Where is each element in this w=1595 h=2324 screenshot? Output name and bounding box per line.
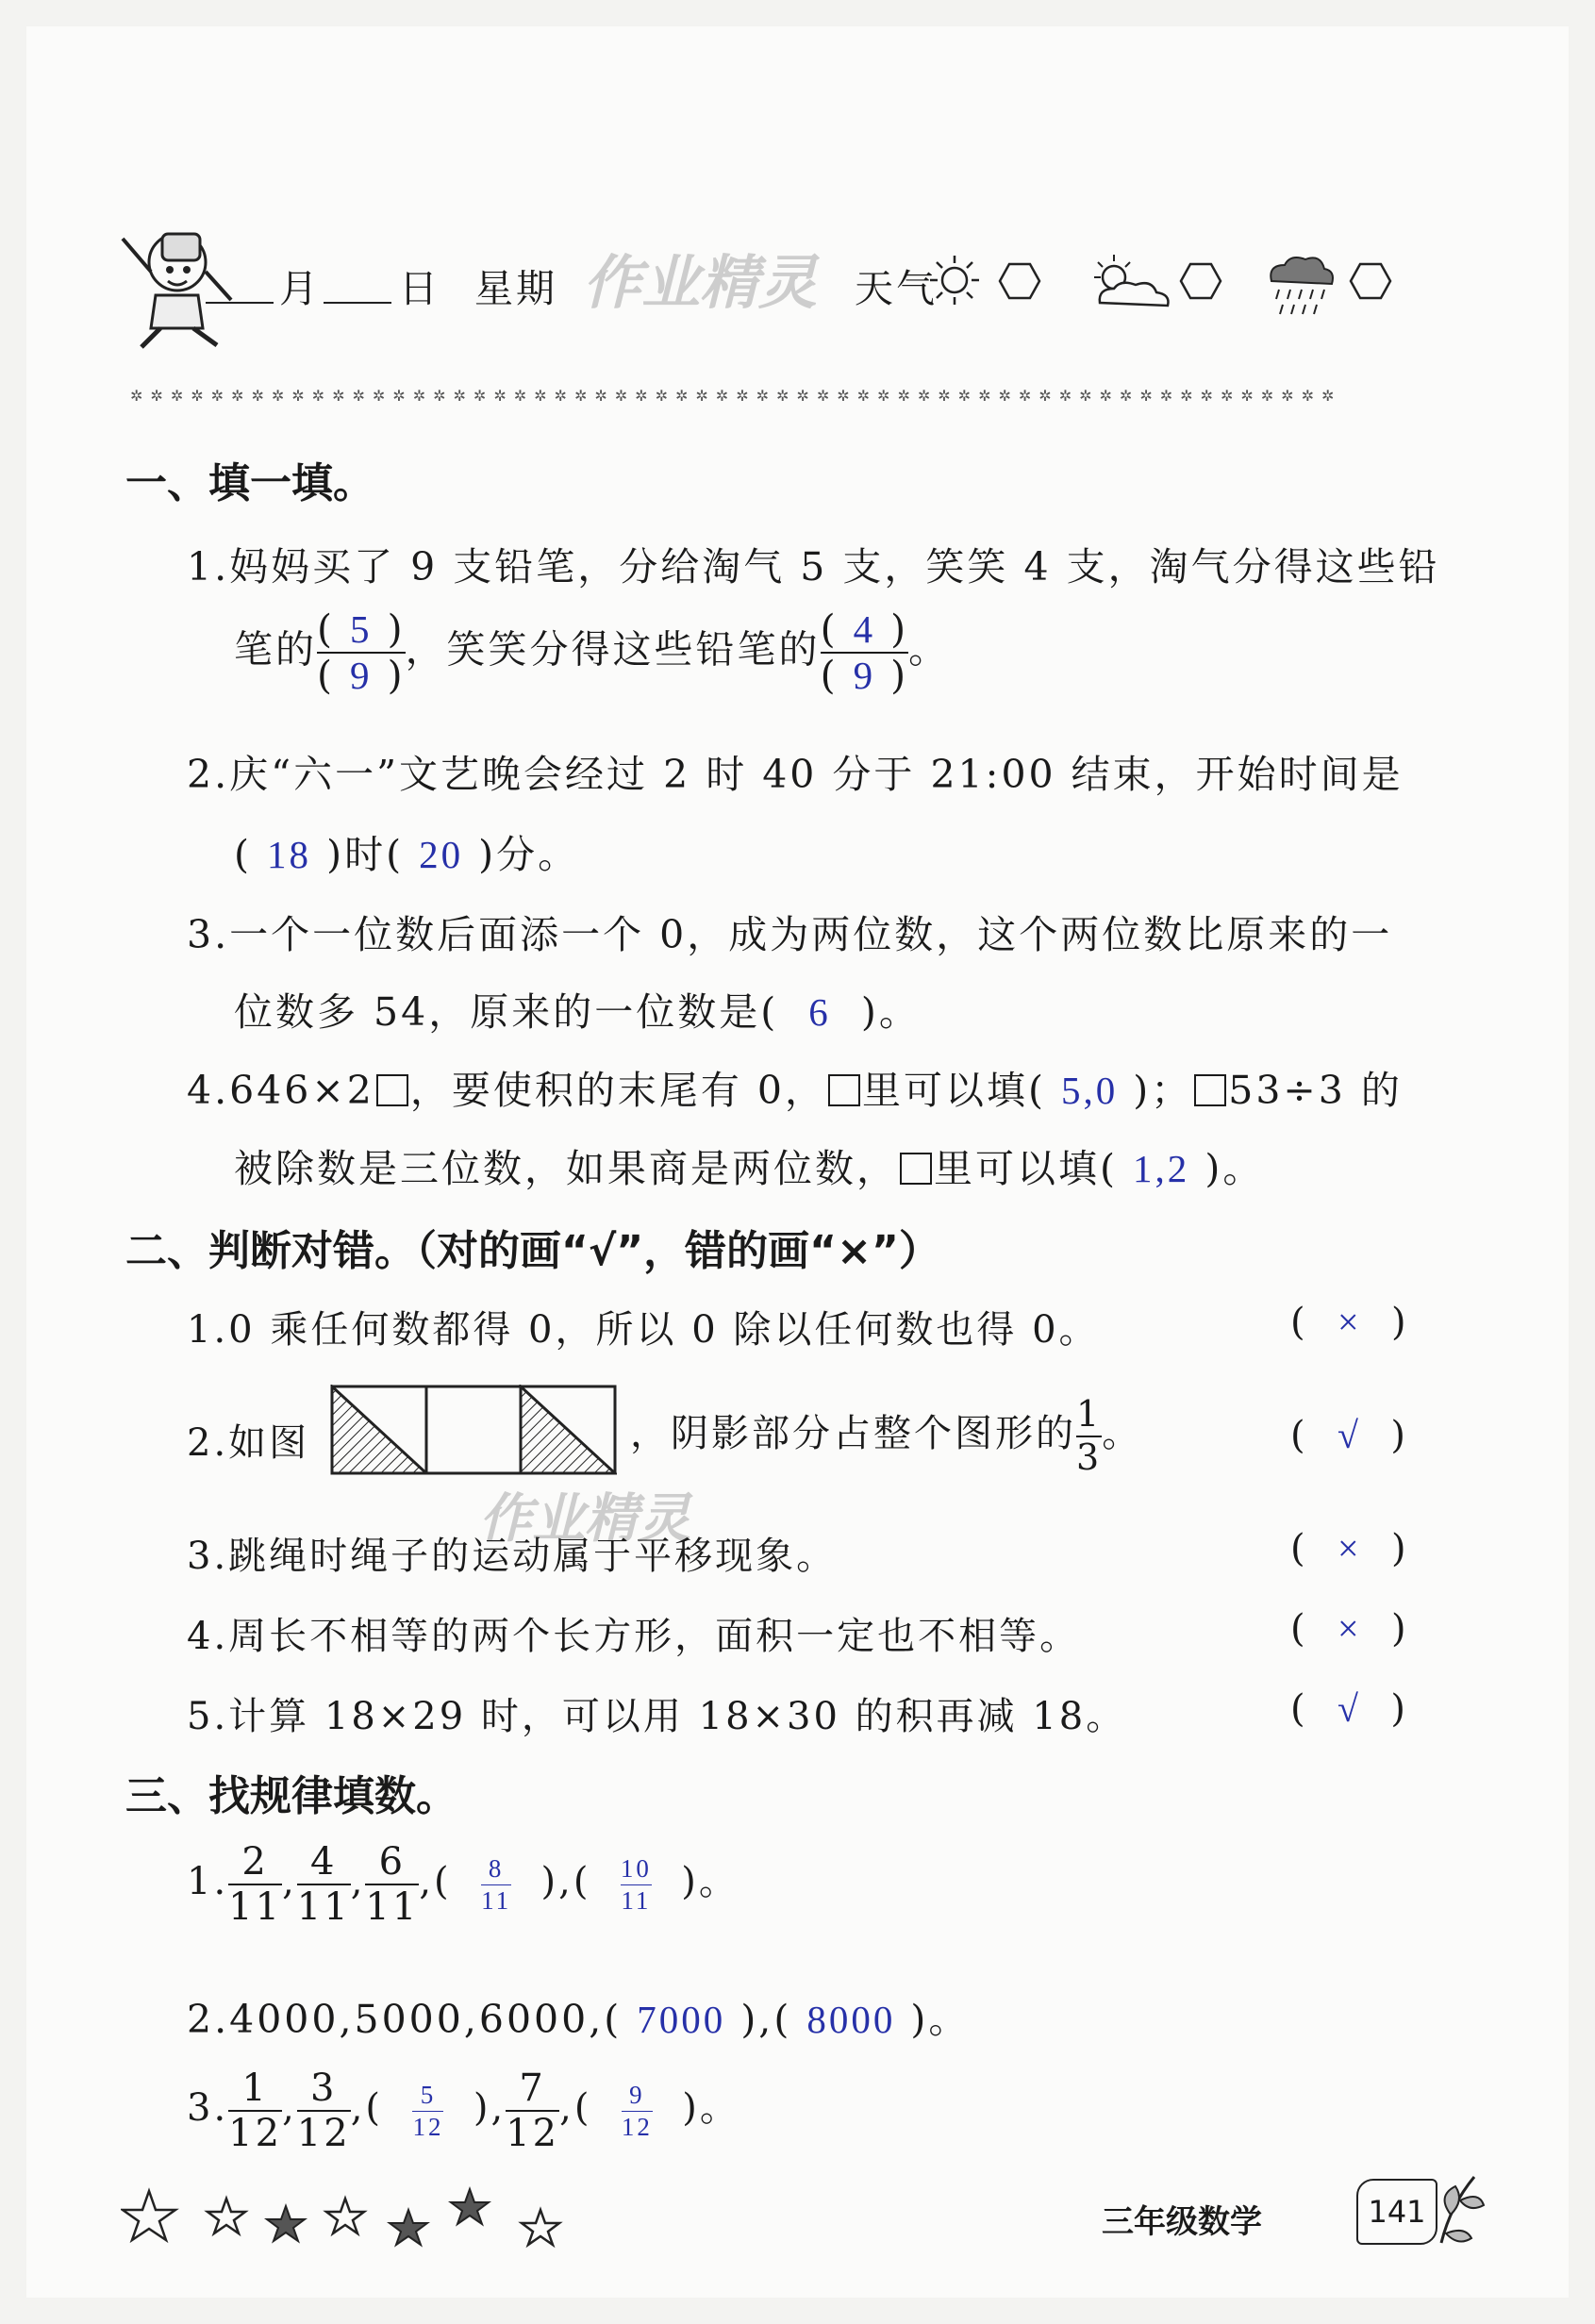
weather-hexagon-1[interactable] <box>998 262 1041 300</box>
fraction-num: 10 <box>620 1854 652 1884</box>
blank-box <box>828 1074 860 1106</box>
blank-box <box>1194 1074 1226 1106</box>
star-icon <box>123 2191 175 2240</box>
fraction-den: 11 <box>481 1885 512 1915</box>
judge-answer-1: ( × ) <box>1290 1301 1409 1344</box>
judge-item-2-text: ，阴影部分占整个图形的 <box>630 1411 1076 1455</box>
month-blank <box>206 260 274 304</box>
q1-1-answer-b-den: 9 <box>853 654 876 698</box>
star-icon <box>390 2210 427 2245</box>
fraction-den: 12 <box>412 2112 444 2141</box>
q1-4-line1: 4.646×2 ，要使积的末尾有 0， 里可以填( 5,0 )； 53÷3 的 <box>187 1068 1403 1113</box>
pattern-q3-label: 3. <box>187 2086 229 2130</box>
answer-fraction <box>481 1855 511 1914</box>
fraction-num: 3 <box>310 2067 338 2110</box>
star-icon <box>267 2206 305 2241</box>
fraction <box>228 1842 282 1927</box>
rain-cloud-icon <box>1262 248 1337 324</box>
q1-1-line1: 1.妈妈买了 9 支铅笔，分给淘气 5 支，笑笑 4 支，淘气分得这些铅 <box>187 544 1440 589</box>
q1-1-answer-b-num: 4 <box>853 607 876 651</box>
pattern-q3: 3. $\frac{1}{12}$ , $\frac{3}{12}$ ,( $\frac{5}{12}$ ), $\frac{7}{12}$ ,( $\frac{9}{12}$ )。 <box>187 2067 740 2155</box>
q1-2-line1: 2.庆“六一”文艺晚会经过 2 时 40 分于 21:00 结束，开始时间是 <box>187 752 1404 797</box>
weather-hexagon-3[interactable] <box>1349 262 1392 300</box>
pattern-q1: 1. $\frac{2}{11}$ , $\frac{4}{11}$ , $\frac{6}{11}$ ,( $\frac{8}{11}$ ),( $\frac{10}{11}$ )。 <box>187 1840 739 1929</box>
fraction-num: 2 <box>241 1840 269 1884</box>
sun-cloud-icon <box>1081 251 1175 315</box>
answer-fraction <box>621 1855 652 1914</box>
q1-1-fraction-b: $\frac{( 4 )}{( 9 )}$ <box>820 606 909 699</box>
answer-fraction <box>412 2082 443 2140</box>
judge-item-4: 4.周长不相等的两个长方形，面积一定也不相等。 <box>187 1615 1081 1658</box>
judge-item-1: 1.0 乘任何数都得 0，所以 0 除以任何数也得 0。 <box>187 1308 1100 1352</box>
q1-3-pre: 位数多 54，原来的一位数是 <box>234 989 761 1035</box>
page-number: 141 <box>1356 2179 1437 2245</box>
fraction-num: 8 <box>488 1854 505 1884</box>
q1-1-pre: 笔的 <box>234 626 317 672</box>
q1-1-answer-den: 9 <box>350 654 373 698</box>
q1-4-answer-1: 5,0 <box>1060 1069 1119 1112</box>
judge-item-5: 5.计算 18×29 时，可以用 18×30 的积再减 18。 <box>187 1695 1127 1738</box>
pattern-q2-end: 。 <box>928 1997 971 2042</box>
header-divider: ✲✲✲✲✲✲✲✲✲✲✲✲✲✲✲✲✲✲✲✲✲✲✲✲✲✲✲✲✲✲✲✲✲✲✲✲✲✲✲✲✲✲✲✲✲✲✲✲✲✲✲✲✲✲✲✲✲✲✲✲ <box>130 390 1342 403</box>
fraction <box>297 2068 351 2153</box>
judge-item-2-end: 。 <box>1102 1411 1143 1455</box>
fraction-den: 11 <box>365 1885 420 1929</box>
q1-2-unit-hour: 时 <box>344 832 387 877</box>
pattern-q2-answer-1: 7000 <box>637 1998 726 2041</box>
fraction-den: 3 <box>1076 1436 1103 1478</box>
weather-hexagon-2[interactable] <box>1179 262 1222 300</box>
q1-2-line2: ( 18 )时( 20 )分。 <box>234 832 580 877</box>
q1-4-answer-2: 1,2 <box>1133 1147 1190 1190</box>
judge-item-3: 3.跳绳时绳子的运动属于平移现象。 <box>187 1535 838 1578</box>
watermark-middle: 作业精灵 <box>479 1488 690 1550</box>
fraction-den: 11 <box>296 1885 351 1929</box>
day-label: 日 <box>399 266 440 311</box>
weekday-label: 星期 <box>474 266 557 311</box>
fraction-num: 6 <box>378 1840 407 1884</box>
fraction-den: 11 <box>621 1885 652 1915</box>
pattern-q3-end: 。 <box>699 2086 740 2130</box>
q1-4-pre: 4.646×2 <box>187 1068 374 1113</box>
q1-1-answer-num: 5 <box>350 607 373 651</box>
worksheet-page <box>26 26 1569 2298</box>
judge-answer-mark: × <box>1337 1607 1362 1650</box>
judge-answer-2: ( √ ) <box>1290 1414 1409 1457</box>
fraction-one-third <box>1076 1393 1103 1478</box>
q1-3-answer: 6 <box>808 990 831 1034</box>
q1-3-line2: 位数多 54，原来的一位数是( 6 )。 <box>234 989 921 1035</box>
fraction <box>365 1842 419 1927</box>
shaded-rectangle-figure <box>330 1385 617 1475</box>
fraction <box>506 2068 559 2153</box>
q1-1-fraction-a: $\frac{( 5 )}{( 9 )}$ <box>317 606 406 699</box>
star-icon <box>208 2199 245 2233</box>
judge-answer-mark: √ <box>1337 1414 1361 1456</box>
answer-fraction <box>622 2082 653 2140</box>
day-blank <box>324 260 391 304</box>
q1-2-unit-minute: 分。 <box>496 832 580 877</box>
q1-2-answer-minute: 20 <box>419 833 464 876</box>
judge-item-2-pre: 2.如图 <box>187 1421 310 1465</box>
fraction-num: 7 <box>519 2067 546 2110</box>
section1-title: 一、填一填。 <box>125 459 374 507</box>
fraction-num: 5 <box>420 2081 437 2110</box>
q1-4-end: 。 <box>1222 1146 1265 1191</box>
fraction-num: 1 <box>1076 1393 1103 1435</box>
q1-1-end: 。 <box>908 626 951 672</box>
q1-3-line1: 3.一个一位数后面添一个 0，成为两位数，这个两位数比原来的一 <box>187 912 1393 957</box>
section2-title: 二、判断对错。（对的画“√”，错的画“×”） <box>125 1227 940 1275</box>
q1-4-pre2: 被除数是三位数，如果商是两位数， <box>234 1146 898 1191</box>
q1-1-line2 <box>234 606 951 699</box>
q1-4-mid3: ； <box>1151 1068 1193 1113</box>
pattern-q1-label: 1. <box>187 1860 229 1903</box>
fraction-den: 12 <box>296 2112 351 2155</box>
leaf-icon <box>1432 2167 1488 2252</box>
q1-4-mid1: ，要使积的末尾有 0， <box>409 1068 826 1113</box>
judge-answer-5: ( √ ) <box>1290 1687 1409 1731</box>
blank-box <box>900 1153 932 1185</box>
q1-2-answer-hour: 18 <box>267 833 312 876</box>
q1-1-mid: ，笑笑分得这些铅笔的 <box>405 626 821 672</box>
fraction-den: 12 <box>228 2112 283 2155</box>
fraction-den: 12 <box>506 2112 560 2155</box>
judge-item-2-post <box>630 1393 1143 1478</box>
section3-title: 三、找规律填数。 <box>125 1772 457 1820</box>
fraction-num: 4 <box>310 1840 338 1884</box>
fraction-num: 1 <box>241 2067 269 2110</box>
judge-answer-3: ( × ) <box>1290 1527 1409 1570</box>
blank-box <box>376 1074 408 1106</box>
weather-label: 天气 <box>855 266 938 311</box>
star-icon <box>451 2189 489 2224</box>
pattern-q2-answer-2: 8000 <box>806 1998 896 2041</box>
grade-subject-label: 三年级数学 <box>1102 2203 1262 2241</box>
star-icon <box>326 2199 364 2233</box>
q1-4-mid4: 53÷3 的 <box>1228 1068 1403 1113</box>
judge-answer-mark: × <box>1337 1301 1362 1343</box>
judge-answer-mark: × <box>1337 1527 1362 1569</box>
fraction-den: 12 <box>621 2112 653 2141</box>
q1-4-line2: 被除数是三位数，如果商是两位数， 里可以填( 1,2 )。 <box>234 1146 1265 1191</box>
q1-3-end: 。 <box>878 989 921 1035</box>
pattern-q1-end: 。 <box>698 1860 739 1903</box>
q1-4-mid5: 里可以填 <box>934 1146 1100 1191</box>
judge-answer-mark: √ <box>1337 1687 1361 1730</box>
fraction-num: 9 <box>629 2081 645 2110</box>
fraction-den: 11 <box>228 1885 283 1929</box>
month-label: 月 <box>279 266 321 311</box>
pattern-q2: 2.4000,5000,6000,( 7000 ),( 8000 )。 <box>187 1997 971 2042</box>
judge-answer-4: ( × ) <box>1290 1607 1409 1651</box>
fraction <box>228 2068 282 2153</box>
sun-icon <box>927 253 982 307</box>
q1-4-mid2: 里可以填 <box>861 1068 1028 1113</box>
pattern-q2-text: 2.4000,5000,6000, <box>187 1997 605 2042</box>
footer-stars <box>121 2182 611 2257</box>
watermark-top: 作业精灵 <box>583 248 818 317</box>
fraction <box>297 1842 351 1927</box>
star-icon <box>522 2210 559 2245</box>
